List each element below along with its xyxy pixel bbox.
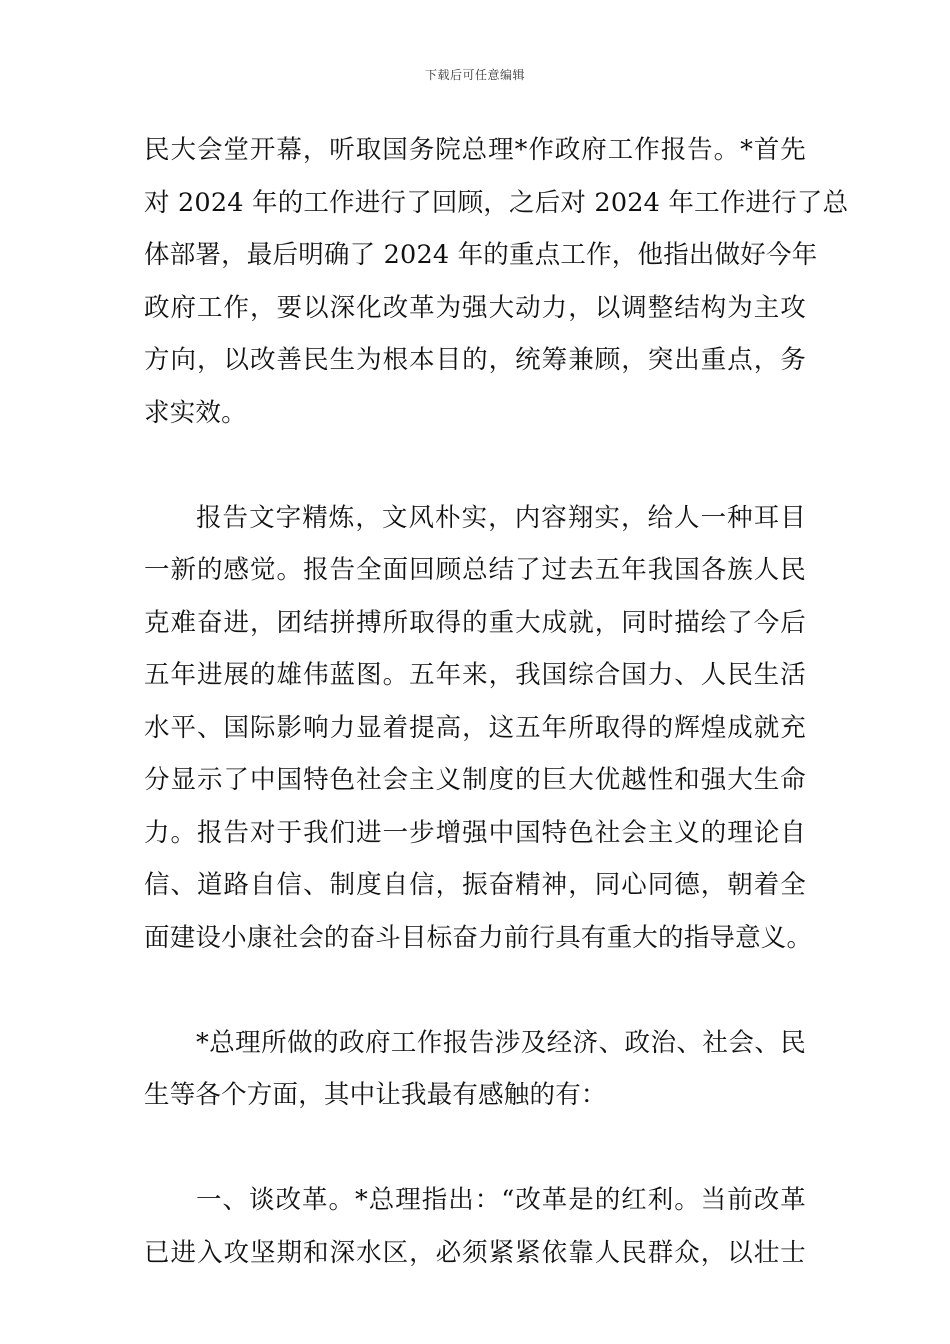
text-line: 政府工作，要以深化改革为强大动力，以调整结构为主攻 [144,292,806,323]
text-line: 体部署，最后明确了 2024 年的重点工作，他指出做好今年 [144,240,818,270]
text-line: 力。报告对于我们进一步增强中国特色社会主义的理论自 [144,817,806,848]
text-line: 克难奋进，团结拼搏所取得的重大成就，同时描绘了今后 [144,607,806,638]
text-line: 方向，以改善民生为根本目的，统筹兼顾，突出重点，务 [144,345,806,375]
paragraph-1 [144,124,849,439]
text-line: 水平、国际影响力显着提高，这五年所取得的辉煌成就充 [144,712,806,743]
text-line: *总理所做的政府工作报告涉及经济、政治、社会、民 [196,1027,806,1058]
text-line: 求实效。 [144,397,247,428]
text-line: 信、道路自信、制度自信，振奋精神，同心同德，朝着全 [144,870,806,900]
text-line: 一、谈改革。*总理指出：“改革是的红利。当前改革 [196,1185,806,1215]
text-line: 对 2024 年的工作进行了回顾，之后对 2024 年工作进行了总 [144,187,849,218]
text-line: 生等各个方面，其中让我最有感触的有： [144,1080,607,1110]
text-line: 已进入攻坚期和深水区，必须紧紧依靠人民群众，以壮士 [144,1237,806,1268]
paragraph-spacer [144,439,806,492]
document-body [144,124,849,1279]
text-line: 五年进展的雄伟蓝图。五年来，我国综合国力、人民生活 [144,660,806,690]
text-line: 报告文字精炼，文风朴实，内容翔实，给人一种耳目 [196,502,806,533]
paragraph-spacer [144,1122,806,1175]
paragraph-3 [144,1017,806,1122]
page-header-note: 下载后可任意编辑 [424,68,525,82]
text-line: 分显示了中国特色社会主义制度的巨大优越性和强大生命 [144,765,806,795]
text-line: 一新的感觉。报告全面回顾总结了过去五年我国各族人民 [144,555,806,585]
paragraph-4 [144,1174,806,1279]
paragraph-2 [144,492,813,965]
text-line: 面建设小康社会的奋斗目标奋力前行具有重大的指导意义。 [144,922,813,953]
paragraph-spacer [144,964,806,1017]
text-line: 民大会堂开幕，听取国务院总理*作政府工作报告。*首先 [144,135,806,165]
